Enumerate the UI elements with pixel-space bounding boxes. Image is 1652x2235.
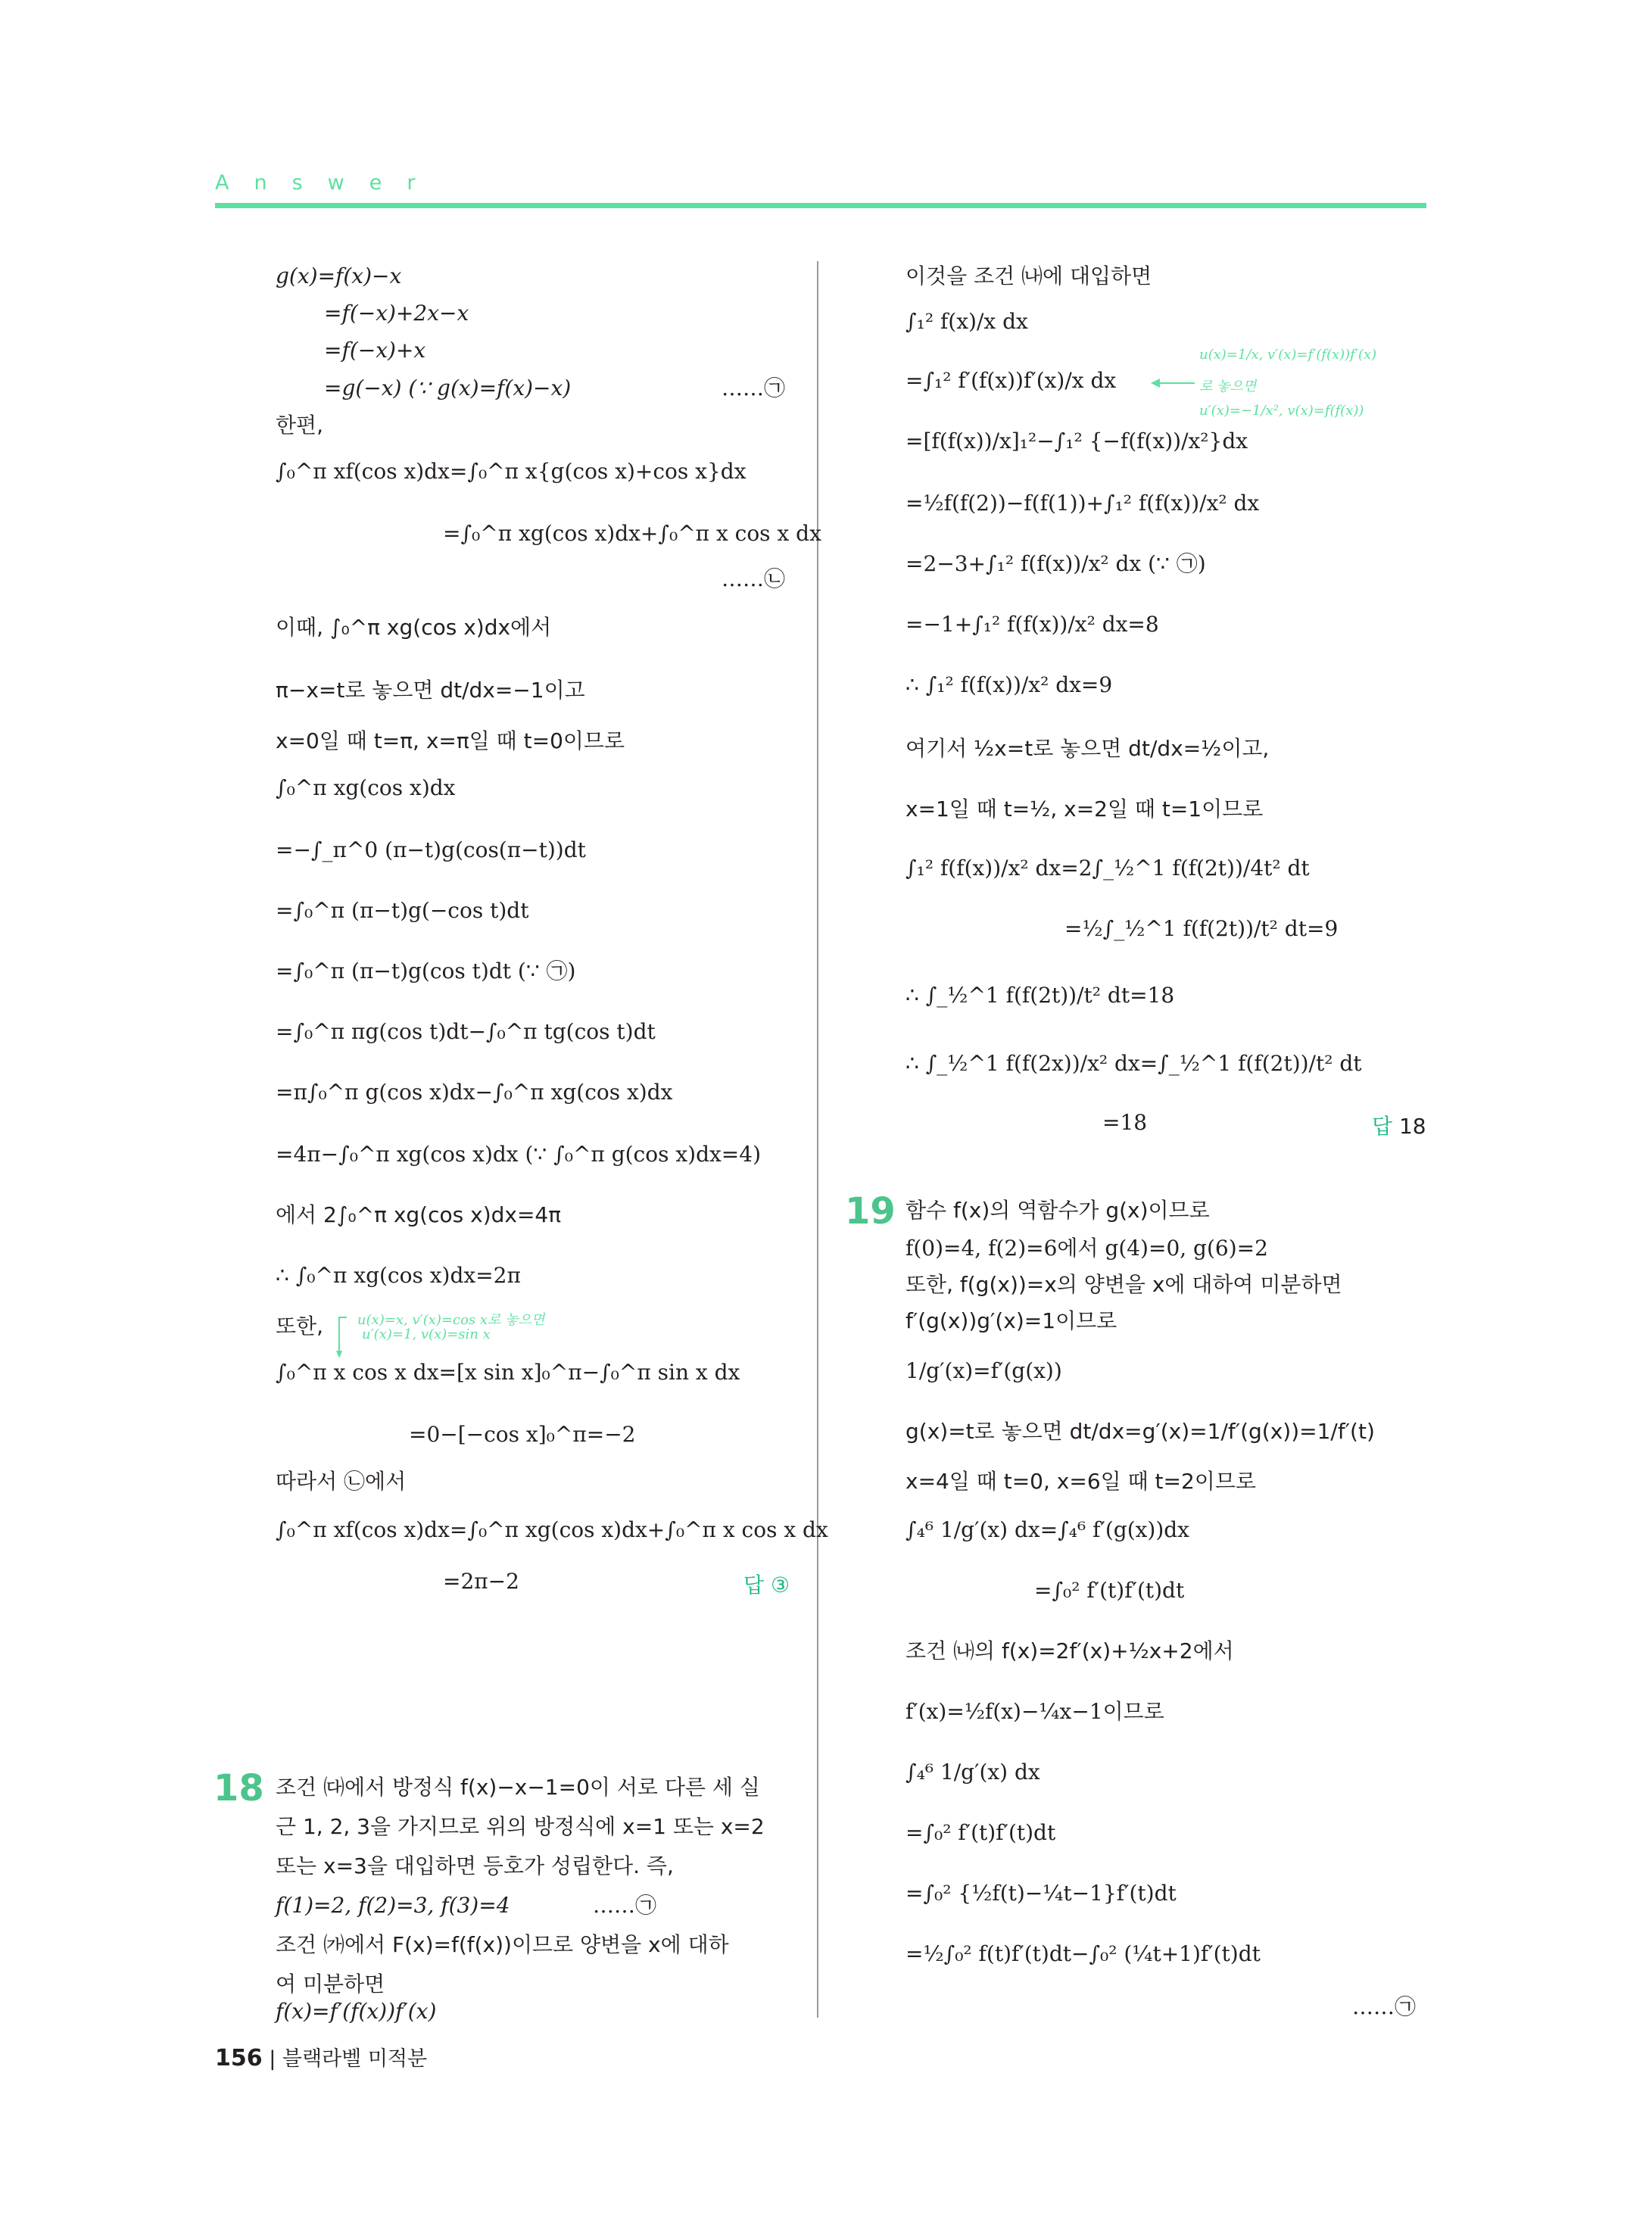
left-line: =4π−∫₀^π xg(cos x)dx (∵ ∫₀^π g(cos x)dx=4): [276, 1142, 761, 1167]
right-annotation: u′(x)=−1/x², v(x)=f(f(x)): [1199, 403, 1364, 419]
left-line: =∫₀^π πg(cos t)dt−∫₀^π tg(cos t)dt: [276, 1019, 656, 1044]
q19-line: f′(x)=½f(x)−¼x−1이므로: [905, 1699, 1164, 1724]
left-line: 에서 2∫₀^π xg(cos x)dx=4π: [276, 1202, 562, 1227]
page-footer: [215, 2042, 427, 2071]
answer-value: ③: [770, 1573, 790, 1598]
left-annotation: u(x)=x, v′(x)=cos x로 놓으면: [357, 1312, 545, 1328]
annotation-arrow-icon: [336, 1316, 351, 1360]
right-annotation: 로 놓으면: [1199, 379, 1257, 394]
answer-header: Answer: [215, 171, 441, 195]
header-rule: [215, 203, 1426, 208]
left-line: =−∫_π^0 (π−t)g(cos(π−t))dt: [276, 837, 586, 862]
q18-line: f(1)=2, f(2)=3, f(3)=4: [276, 1893, 510, 1918]
right-line: ∴ ∫_½^1 f(f(2t))/t² dt=18: [905, 983, 1175, 1008]
q19-line: =∫₀² {½f(t)−¼t−1}f′(t)dt: [905, 1881, 1177, 1906]
q19-line: ……㉠: [1352, 1994, 1417, 2019]
left-line: 따라서 ㉡에서: [276, 1469, 407, 1494]
answer-label: 답: [743, 1573, 765, 1598]
page-number: 156: [215, 2045, 263, 2071]
q19-line: 1/g′(x)=f′(g(x)): [905, 1358, 1062, 1383]
left-line: g(x)=f(x)−x: [276, 263, 402, 288]
right-line: =18: [1102, 1110, 1148, 1135]
right-line: 이것을 조건 ㈏에 대입하면: [905, 263, 1152, 288]
right-line: =∫₁² f′(f(x))f′(x)/x dx: [905, 368, 1117, 393]
left-line: π−x=t로 놓으면 dt/dx=−1이고: [276, 678, 585, 703]
answer-value: 18: [1398, 1114, 1426, 1139]
right-line: ∫₁² f(x)/x dx: [905, 309, 1028, 334]
right-line: ∴ ∫_½^1 f(f(2x))/x² dx=∫_½^1 f(f(2t))/t² dt: [905, 1051, 1362, 1076]
q18-line: 조건 ㈐에서 방정식 f(x)−x−1=0이 서로 다른 세 실: [276, 1775, 760, 1800]
left-line: 이때, ∫₀^π xg(cos x)dx에서: [276, 615, 552, 640]
right-line: =½f(f(2))−f(f(1))+∫₁² f(f(x))/x² dx: [905, 491, 1260, 516]
footer-separator: |: [269, 2047, 282, 2071]
left-annotation: u′(x)=1, v(x)=sin x: [362, 1326, 491, 1342]
right-line: =[f(f(x))/x]₁²−∫₁² {−f(f(x))/x²}dx: [905, 429, 1248, 454]
q19-line: 조건 ㈏의 f(x)=2f′(x)+½x+2에서: [905, 1638, 1234, 1663]
q19-line: =∫₀² f′(t)f′(t)dt: [1034, 1578, 1185, 1603]
q18-line: 여 미분하면: [276, 1972, 385, 1997]
answer-label: 답: [1372, 1114, 1393, 1139]
q19-line: =∫₀² f′(t)f′(t)dt: [905, 1820, 1056, 1845]
right-line: =½∫_½^1 f(f(2t))/t² dt=9: [1064, 916, 1339, 941]
right-line: ∴ ∫₁² f(f(x))/x² dx=9: [905, 672, 1113, 697]
q19-line: ∫₄⁶ 1/g′(x) dx: [905, 1760, 1040, 1785]
left-line: ∫₀^π x cos x dx=[x sin x]₀^π−∫₀^π sin x dx: [276, 1360, 740, 1385]
left-line: ∴ ∫₀^π xg(cos x)dx=2π: [276, 1263, 521, 1288]
answer-mark: [743, 1569, 790, 1599]
q18-line: 근 1, 2, 3을 가지므로 위의 방정식에 x=1 또는 x=2: [276, 1814, 765, 1839]
book-title: 블랙라벨 미적분: [282, 2047, 428, 2071]
right-line: =−1+∫₁² f(f(x))/x² dx=8: [905, 612, 1159, 637]
left-line: x=0일 때 t=π, x=π일 때 t=0이므로: [276, 728, 625, 753]
q18-line: 또는 x=3을 대입하면 등호가 성립한다. 즉,: [276, 1853, 674, 1878]
left-line: =g(−x) (∵ g(x)=f(x)−x): [324, 376, 572, 401]
q19-line: g(x)=t로 놓으면 dt/dx=g′(x)=1/f′(g(x))=1/f′(t): [905, 1419, 1375, 1444]
left-line: =π∫₀^π g(cos x)dx−∫₀^π xg(cos x)dx: [276, 1080, 673, 1105]
answer-mark: [1372, 1110, 1426, 1140]
q18-line: ……㉠: [593, 1893, 657, 1918]
q19-line: 함수 f(x)의 역함수가 g(x)이므로: [905, 1198, 1210, 1223]
left-line: =2π−2: [443, 1569, 519, 1594]
question-number: 18: [214, 1767, 264, 1810]
left-line: ∫₀^π xf(cos x)dx=∫₀^π xg(cos x)dx+∫₀^π x cos x dx: [276, 1517, 828, 1542]
left-line: =0−[−cos x]₀^π=−2: [409, 1422, 636, 1447]
q18-line: 조건 ㈎에서 F(x)=f(f(x))이므로 양변을 x에 대하: [276, 1932, 729, 1957]
left-line: 한편,: [276, 413, 323, 438]
q19-line: 또한, f(g(x))=x의 양변을 x에 대하여 미분하면: [905, 1272, 1342, 1297]
left-line: =∫₀^π xg(cos x)dx+∫₀^π x cos x dx: [443, 521, 821, 546]
left-line: =f(−x)+2x−x: [324, 301, 469, 326]
annotation-arrow-icon: [1151, 378, 1196, 388]
left-line: ……㉡: [722, 566, 786, 591]
left-line: =∫₀^π (π−t)g(cos t)dt (∵ ㉠): [276, 959, 576, 983]
left-line: =∫₀^π (π−t)g(−cos t)dt: [276, 898, 529, 923]
q19-line: x=4일 때 t=0, x=6일 때 t=2이므로: [905, 1469, 1256, 1494]
right-line: 여기서 ½x=t로 놓으면 dt/dx=½이고,: [905, 736, 1270, 761]
q19-line: f′(g(x))g′(x)=1이므로: [905, 1308, 1117, 1333]
right-annotation: u(x)=1/x, v′(x)=f′(f(x))f′(x): [1199, 347, 1377, 363]
right-line: =2−3+∫₁² f(f(x))/x² dx (∵ ㉠): [905, 551, 1206, 576]
left-line: ∫₀^π xg(cos x)dx: [276, 775, 456, 800]
left-line: ……㉠: [722, 376, 786, 401]
q19-line: ∫₄⁶ 1/g′(x) dx=∫₄⁶ f′(g(x))dx: [905, 1517, 1189, 1542]
left-line: ∫₀^π xf(cos x)dx=∫₀^π x{g(cos x)+cos x}dx: [276, 459, 747, 484]
q18-line: f(x)=f′(f(x))f′(x): [276, 1999, 437, 2024]
left-line: =f(−x)+x: [324, 338, 426, 363]
q19-line: f(0)=4, f(2)=6에서 g(4)=0, g(6)=2: [905, 1236, 1268, 1261]
q19-line: =½∫₀² f(t)f′(t)dt−∫₀² (¼t+1)f′(t)dt: [905, 1941, 1261, 1966]
question-number: 19: [845, 1190, 896, 1233]
right-line: ∫₁² f(f(x))/x² dx=2∫_½^1 f(f(2t))/4t² dt: [905, 856, 1310, 881]
left-line: 또한,: [276, 1314, 323, 1339]
right-line: x=1일 때 t=½, x=2일 때 t=1이므로: [905, 796, 1264, 821]
